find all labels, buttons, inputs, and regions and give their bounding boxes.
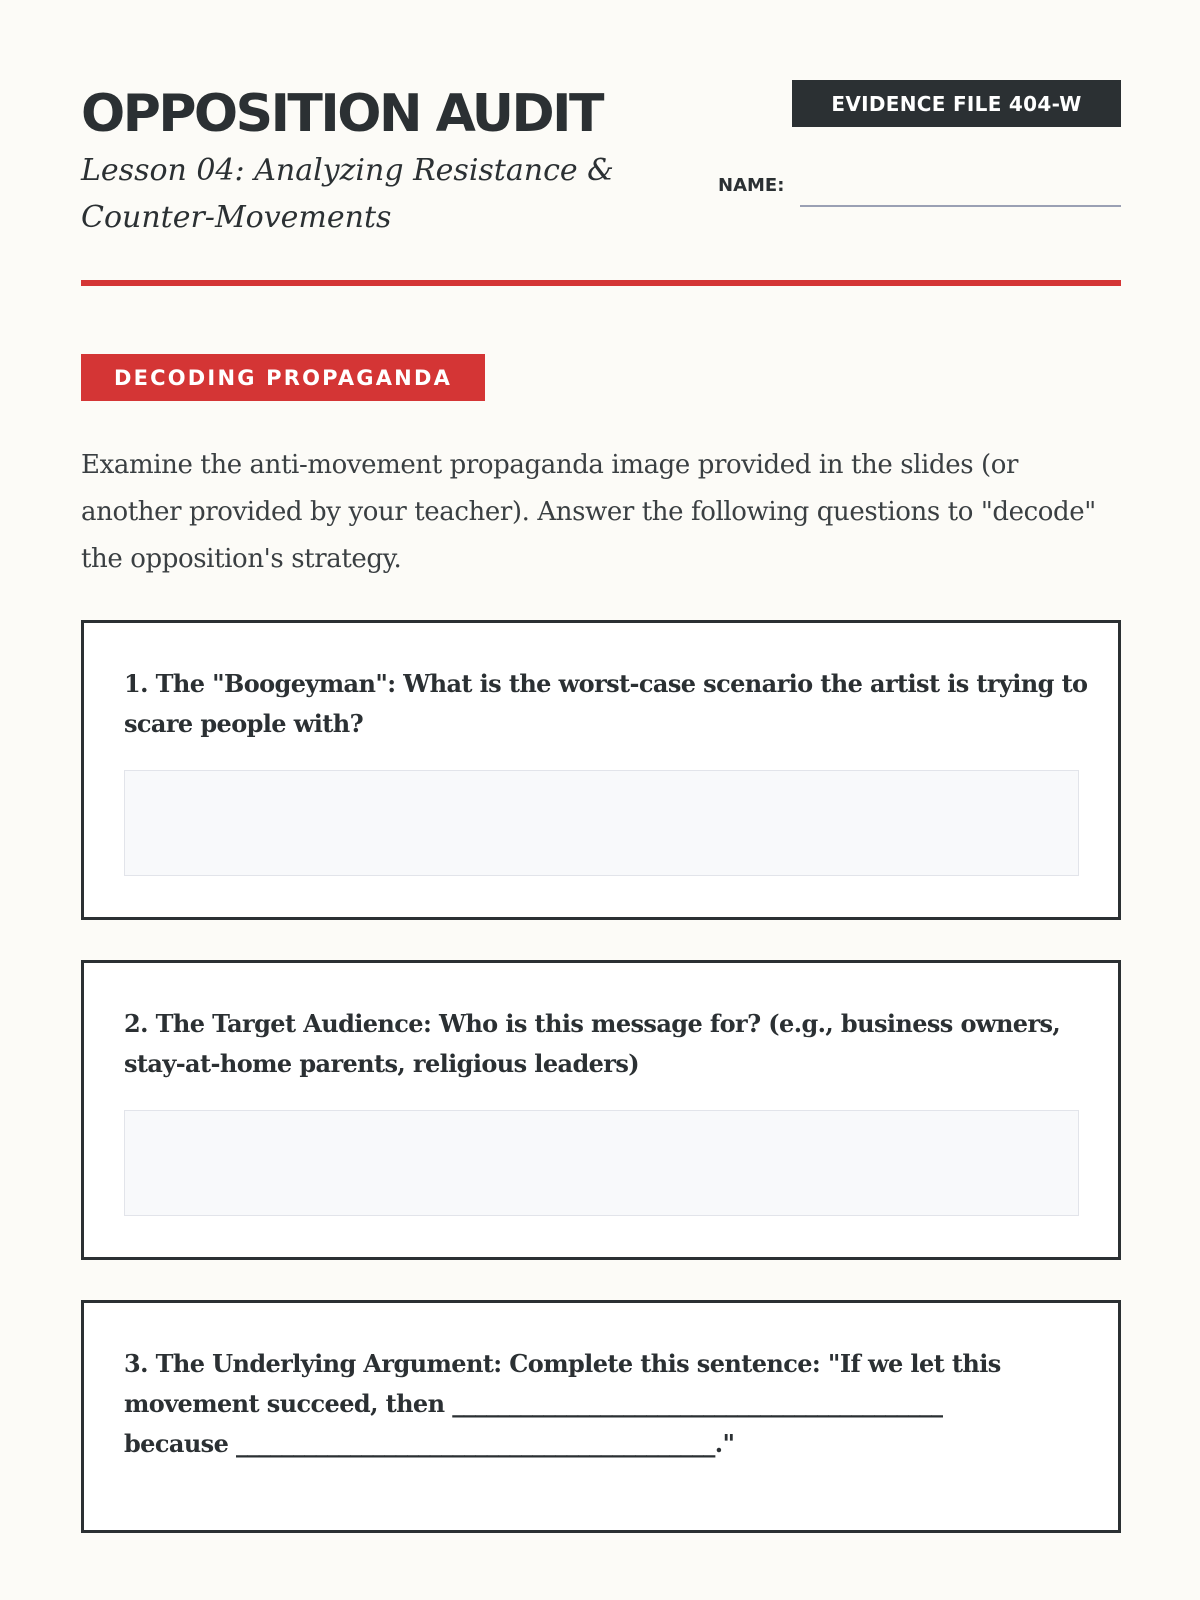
question-2-line-1: 2. The Target Audience: Who is this message for? (e.g., business owners, xyxy=(124,1009,1061,1038)
question-1-answer-box[interactable] xyxy=(124,770,1079,876)
question-1-prompt xyxy=(124,664,1088,744)
question-2-answer-box[interactable] xyxy=(124,1110,1079,1216)
question-2-line-2: stay-at-home parents, religious leaders) xyxy=(124,1049,640,1078)
name-label: NAME: xyxy=(718,175,785,196)
page-title: OPPOSITION AUDIT xyxy=(81,84,602,144)
section-tag: DECODING PROPAGANDA xyxy=(81,354,485,401)
question-2-prompt xyxy=(124,1004,1084,1084)
question-card-2 xyxy=(81,960,1121,1260)
question-3-line-1: 3. The Underlying Argument: Complete this sentence: "If we let this xyxy=(124,1349,1001,1378)
question-3-line-2: movement succeed, then ___________________________________________ xyxy=(124,1389,943,1418)
question-3-prompt xyxy=(124,1344,1084,1464)
question-card-1 xyxy=(81,620,1121,920)
question-1-line-2: scare people with? xyxy=(124,709,364,738)
section-instructions: Examine the anti-movement propaganda image provided in the slides (or another provided by your teacher). Answer the following questions to "decode" the opposition's strategy. xyxy=(81,450,1096,574)
question-3-line-3: because __________________________________________." xyxy=(124,1429,735,1458)
question-1-line-1: 1. The "Boogeyman": What is the worst-case scenario the artist is trying to xyxy=(124,669,1088,698)
name-field[interactable] xyxy=(800,184,1121,207)
worksheet-page xyxy=(81,0,1121,1600)
question-card-3 xyxy=(81,1300,1121,1533)
evidence-file-badge: EVIDENCE FILE 404-W xyxy=(792,80,1121,127)
header-divider xyxy=(81,280,1121,286)
lesson-subtitle: Lesson 04: Analyzing Resistance & Counter-Movements xyxy=(81,153,614,235)
